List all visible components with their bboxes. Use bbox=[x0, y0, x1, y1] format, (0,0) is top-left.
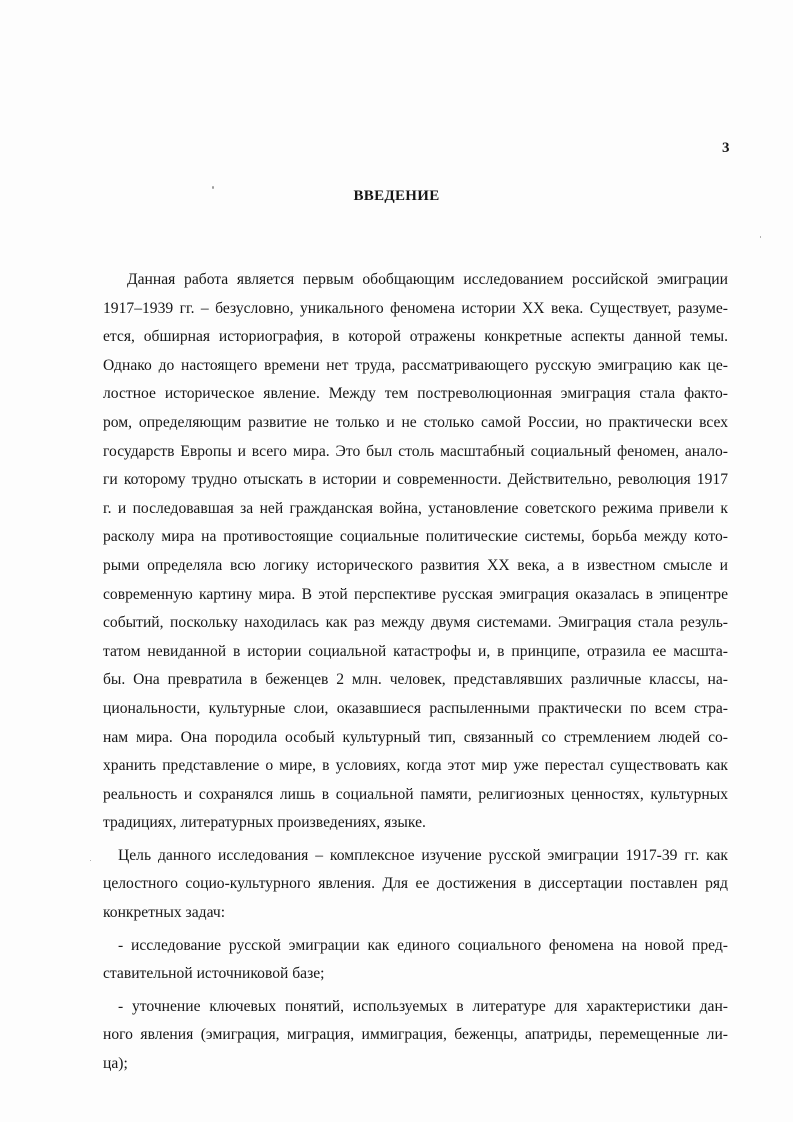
list-item-line: - уточнение ключевых понятий, используемых в литературе для характеристики дан- bbox=[118, 997, 728, 1015]
text-line: Данная работа является первым обобщающим исследованием российской эмиграции bbox=[127, 271, 728, 288]
text-line: нам мира. Она породила особый культурный тип, связанный со стремлением людей со- bbox=[103, 728, 728, 746]
body-text bbox=[103, 266, 728, 1079]
list-item-line: ного явления (эмиграция, миграция, иммиграция, беженцы, апатриды, перемещенные ли- bbox=[103, 1026, 728, 1044]
text-line: традициях, литературных произведениях, языке. bbox=[103, 814, 426, 832]
scan-speck bbox=[760, 236, 761, 238]
page-number: 3 bbox=[722, 140, 730, 156]
text-line: 1917–1939 гг. – безусловно, уникального феномена истории XX века. Существует, разуме- bbox=[103, 299, 728, 317]
text-line: татом невиданной в истории социальной катастрофы и, в принципе, отразила ее масшта- bbox=[103, 642, 728, 660]
text-line: ги которому трудно отыскать в истории и современности. Действительно, революция 1917 bbox=[103, 471, 728, 489]
text-line: государств Европы и всего мира. Это был столь масштабный социальный феномен, анало- bbox=[103, 442, 728, 460]
text-line: ется, обширная историография, в которой отражены конкретные аспекты данной темы. bbox=[103, 328, 728, 346]
text-line: бы. Она превратила в беженцев 2 млн. человек, представлявших различные классы, на- bbox=[103, 671, 728, 689]
section-title: ВВЕДЕНИЕ bbox=[353, 188, 440, 204]
text-line: конкретных задач: bbox=[103, 904, 226, 922]
text-line: расколу мира на противостоящие социальные политические системы, борьба между кото- bbox=[103, 528, 728, 546]
text-line: хранить представление о мире, в условиях, когда этот мир уже перестал существовать как bbox=[103, 757, 728, 775]
list-item-line: ца); bbox=[103, 1055, 128, 1073]
text-line: Однако до настоящего времени нет труда, рассматривающего русскую эмиграцию как це- bbox=[103, 356, 728, 374]
scan-speck bbox=[212, 186, 214, 189]
text-line: циональности, культурные слои, оказавшиеся распыленными практически по всем стра- bbox=[103, 699, 728, 717]
text-line: рыми определяла всю логику исторического развития XX века, а в известном смысле и bbox=[103, 556, 728, 574]
list-item-line: - исследование русской эмиграции как единого социального феномена на новой пред- bbox=[118, 936, 728, 954]
text-line: целостного социо-культурного явления. Для ее достижения в диссертации поставлен ряд bbox=[103, 875, 728, 893]
text-line: Цель данного исследования – комплексное изучение русской эмиграции 1917-39 гг. как bbox=[118, 846, 728, 864]
text-line: лостное историческое явление. Между тем постреволюционная эмиграция стала факто- bbox=[103, 385, 728, 403]
text-line: событий, поскольку находилась как раз между двумя системами. Эмиграция стала резуль- bbox=[103, 614, 728, 632]
list-item-line: ставительной источниковой базе; bbox=[103, 965, 325, 983]
text-line: реальность и сохранялся лишь в социальной памяти, религиозных ценностях, культурных bbox=[103, 785, 728, 803]
scan-speck bbox=[90, 860, 91, 861]
text-line: ром, определяющим развитие не только и не столько самой России, но практически всех bbox=[103, 413, 728, 431]
text-line: современную картину мира. В этой перспективе русская эмиграция оказалась в эпицентре bbox=[103, 585, 728, 603]
text-line: г. и последовавшая за ней гражданская война, установление советского режима привели к bbox=[103, 499, 728, 517]
